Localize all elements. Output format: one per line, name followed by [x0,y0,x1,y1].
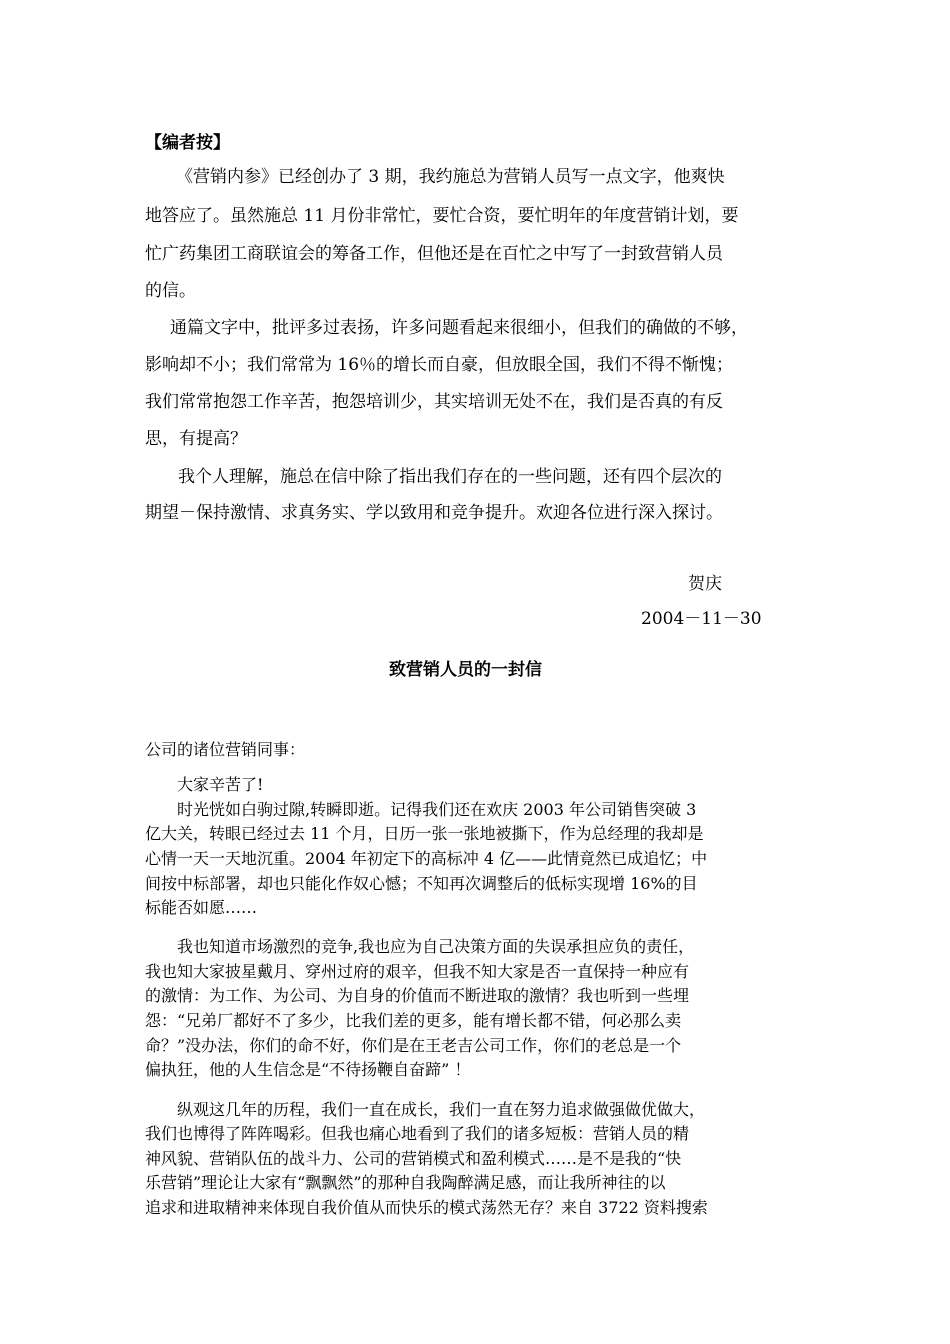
letter-line: 乐营销”理论让大家有“飘飘然”的那种自我陶醉满足感，而让我所神往的以 [145,1173,666,1192]
letter-line: 的激情：为工作、为公司、为自身的价值而不断进取的激情？我也听到一些埋 [145,986,690,1005]
letter-line: 追求和进取精神来体现自我价值从而快乐的模式荡然无存？来自 3722 资料搜索 [145,1198,708,1217]
letter-line: 我也知大家披星戴月、穿州过府的艰辛，但我不知大家是否一直保持一种应有 [145,962,690,981]
editor-note-heading: 【编者按】 [145,133,230,153]
editor-note-line: 的信。 [145,281,196,301]
editor-note-line: 《营销内参》已经创办了 3 期，我约施总为营销人员写一点文字，他爽快 [176,167,725,187]
letter-salutation: 公司的诸位营销同事： [145,740,306,759]
editor-note-line: 思，有提高？ [145,429,247,449]
letter-line: 心情一天一天地沉重。2004 年初定下的高标冲 4 亿——此情竟然已成追忆；中 [145,849,708,868]
letter-line: 我们也博得了阵阵喝彩。但我也痛心地看到了我们的诸多短板：营销人员的精 [145,1124,690,1143]
letter-title: 致营销人员的一封信 [389,660,542,680]
editor-note-line: 忙广药集团工商联谊会的筹备工作，但他还是在百忙之中写了一封致营销人员 [145,244,723,264]
letter-line: 间按中标部署，却也只能化作奴心憾；不知再次调整后的低标实现增 16%的目 [145,874,698,893]
letter-line: 怨：“兄弟厂都好不了多少，比我们差的更多，能有增长都不错，何必那么卖 [145,1011,682,1030]
letter-line: 时光恍如白驹过隙,转瞬即逝。记得我们还在欢庆 2003 年公司销售突破 3 [177,800,697,819]
editor-note-line: 我个人理解，施总在信中除了指出我们存在的一些问题，还有四个层次的 [178,467,722,487]
letter-line: 亿大关，转眼已经过去 11 个月，日历一张一张地被撕下，作为总经理的我却是 [145,824,704,843]
editor-signature: 贺庆 [688,574,722,594]
editor-note-line: 影响却不小；我们常常为 16％的增长而自豪，但放眼全国，我们不得不惭愧； [145,355,734,375]
letter-line: 我也知道市场激烈的竞争,我也应为自己决策方面的失误承担应负的责任， [177,937,695,956]
editor-note-line: 地答应了。虽然施总 11 月份非常忙，要忙合资，要忙明年的年度营销计划，要 [145,206,739,226]
letter-line: 偏执狂，他的人生信念是“不待扬鞭自奋蹄” ！ [145,1060,471,1079]
letter-line: 神风貌、营销队伍的战斗力、公司的营销模式和盈利模式……是不是我的“快 [145,1149,682,1168]
letter-line: 大家辛苦了! [177,775,264,794]
editor-note-line: 我们常常抱怨工作辛苦，抱怨培训少，其实培训无处不在，我们是否真的有反 [145,392,723,412]
letter-line: 纵观这几年的历程，我们一直在成长，我们一直在努力追求做强做优做大， [177,1100,706,1119]
letter-line: 命？”没办法，你们的命不好，你们是在王老吉公司工作，你们的老总是一个 [145,1036,682,1055]
letter-line: 标能否如愿…… [145,898,258,917]
editor-note-line: 期望－保持激情、求真务实、学以致用和竞争提升。欢迎各位进行深入探讨。 [145,503,723,523]
editor-date: 2004－11－30 [641,609,762,629]
editor-note-line: 通篇文字中，批评多过表扬，许多问题看起来很细小，但我们的确做的不够， [170,318,748,338]
